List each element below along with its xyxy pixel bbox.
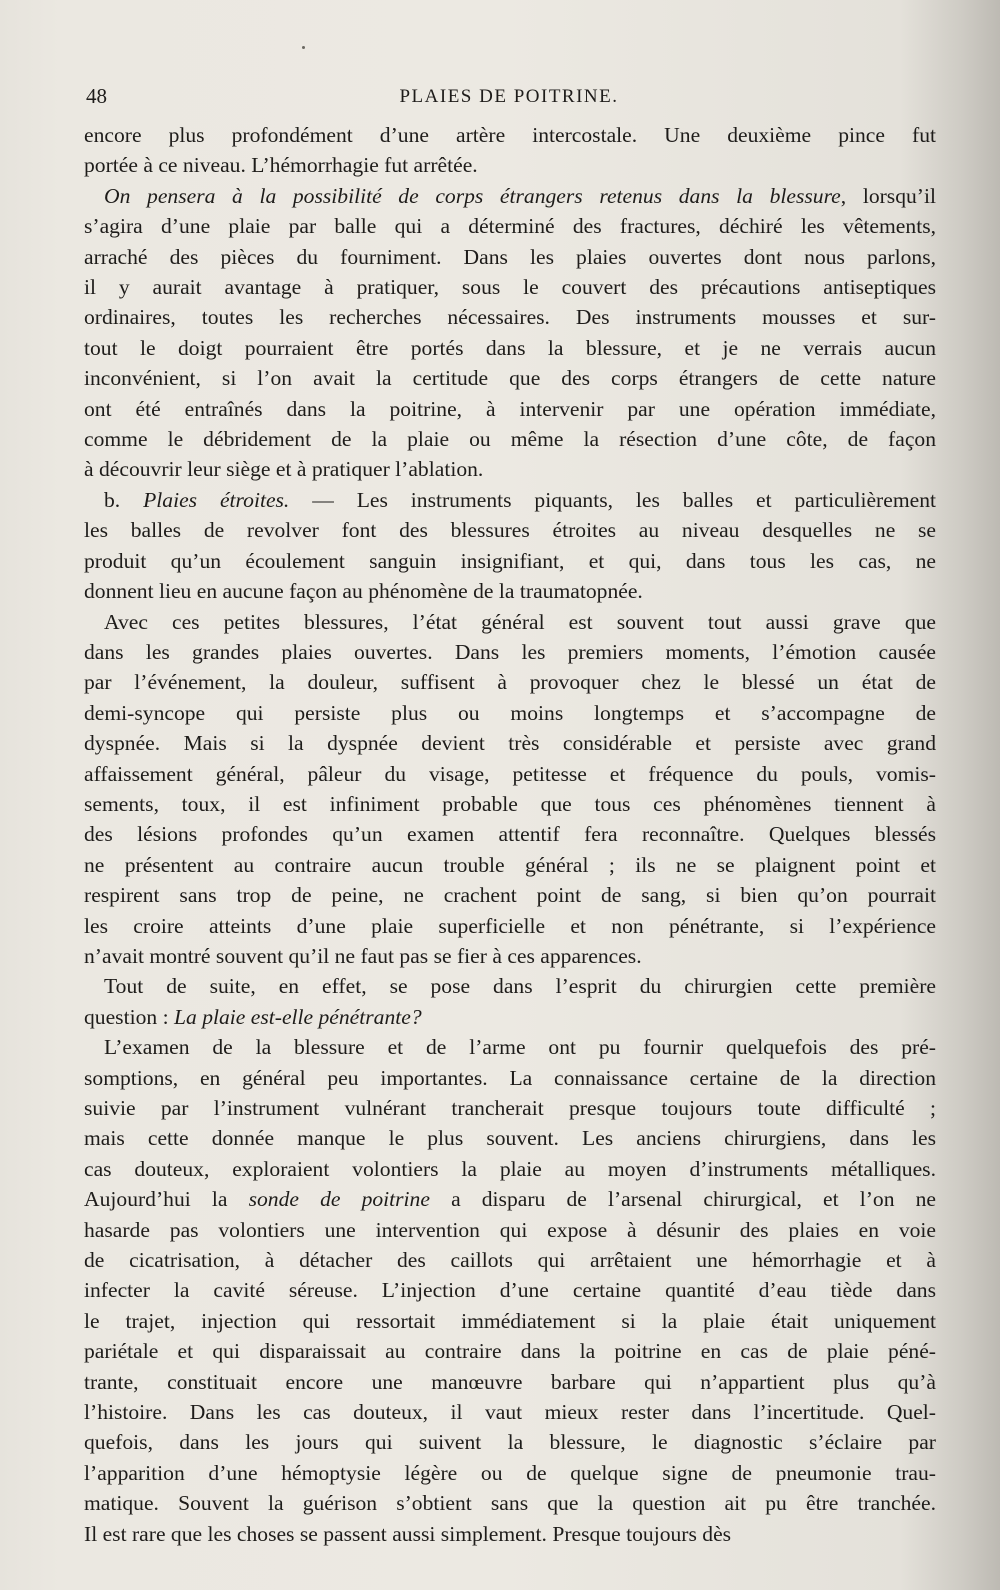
text-line: l’apparition d’une hémoptysie légère ou de quelque signe de pneumonie trau-	[84, 1460, 936, 1485]
text-line: affaissement général, pâleur du visage, petitesse et fréquence du pouls, vomis-	[84, 761, 936, 786]
text-line: pariétale et qui disparaissait au contraire dans la poitrine en cas de plaie péné-	[84, 1339, 936, 1364]
text-line: dyspnée. Mais si la dyspnée devient très considérable et persiste avec grand	[84, 731, 936, 756]
text-line: trante, constituait encore une manœuvre barbare qui n’appartient plus qu’à	[84, 1369, 936, 1394]
text-line: produit qu’un écoulement sanguin insignifiant, et qui, dans tous les cas, ne	[84, 548, 936, 573]
text-line: il y aurait avantage à pratiquer, sous le couvert des précautions antiseptiques	[84, 275, 936, 300]
text-line: encore plus profondément d’une artère intercostale. Une deuxième pince fut	[84, 123, 936, 147]
text-line: L’examen de la blessure et de l’arme ont pu fournir quelquefois des pré-	[104, 1035, 936, 1060]
text-line: somptions, en général peu importantes. La connaissance certaine de la direction	[84, 1065, 936, 1090]
text-line: Tout de suite, en effet, se pose dans l’esprit du chirurgien cette première	[104, 974, 936, 999]
page-number: 48	[86, 84, 107, 108]
text-line: mais cette donnée manque le plus souvent. Les anciens chirurgiens, dans les	[84, 1126, 936, 1151]
line-rest: — Les instruments piquants, les balles et particulièrement	[289, 487, 936, 512]
line-rest: a disparu de l’arsenal chirurgical, et l’on ne	[429, 1187, 937, 1212]
text-line: ordinaires, toutes les recherches nécessaires. Des instruments mousses et sur-	[84, 305, 936, 330]
text-line: les balles de revolver font des blessures étroites au niveau desquelles ne se	[84, 518, 936, 543]
line-lead: question :	[84, 1004, 174, 1029]
line-lead: b.	[104, 487, 144, 512]
text-line: de cicatrisation, à détacher des caillots qui arrêtaient une hémorrhagie et à	[84, 1248, 936, 1273]
line-rest: , lorsqu’il	[840, 183, 936, 208]
italic-phrase: Plaies étroites.	[143, 487, 290, 512]
text-line: n’avait montré souvent qu’il ne faut pas se fier à ces apparences.	[84, 943, 642, 968]
text-line: donnent lieu en aucune façon au phénomène de la traumatopnée.	[84, 579, 643, 604]
text-line: le trajet, injection qui ressortait immédiatement si la plaie était uniquement	[84, 1308, 936, 1333]
text-line: hasarde pas volontiers une intervention qui expose à désunir des plaies en voie	[84, 1217, 936, 1242]
text-line: s’agira d’une plaie par balle qui a déterminé des fractures, déchiré les vêtements,	[84, 214, 936, 239]
text-line: matique. Souvent la guérison s’obtient sans que la question ait pu être tranchée.	[84, 1491, 936, 1516]
text-line	[84, 1002, 936, 1032]
italic-phrase: On pensera à la possibilité de corps étrangers retenus dans la blessure	[104, 183, 841, 208]
text-line: tout le doigt pourraient être portés dans la blessure, et je ne verrais aucun	[84, 335, 936, 360]
text-line: Avec ces petites blessures, l’état général est souvent tout aussi grave que	[104, 609, 936, 634]
italic-phrase: La plaie est-elle pénétrante?	[173, 1004, 422, 1029]
line-lead: Aujourd’hui la	[84, 1187, 249, 1212]
italic-phrase: sonde de poitrine	[248, 1187, 430, 1212]
text-line: portée à ce niveau. L’hémorrhagie fut arrêtée.	[84, 153, 478, 178]
text-line: cas douteux, exploraient volontiers la plaie au moyen d’instruments métalliques.	[84, 1156, 936, 1181]
text-line: infecter la cavité séreuse. L’injection d’une certaine quantité d’eau tiède dans	[84, 1278, 936, 1303]
text-line: respirent sans trop de peine, ne crachent point de sang, si bien qu’on pourrait	[84, 883, 936, 908]
running-title: PLAIES DE POITRINE.	[399, 86, 619, 107]
text-line: demi-syncope qui persiste plus ou moins longtemps et s’accompagne de	[84, 700, 936, 725]
text-line: dans les grandes plaies ouvertes. Dans les premiers moments, l’émotion causée	[84, 639, 936, 664]
text-line	[84, 485, 936, 515]
text-line: ne présentent au contraire aucun trouble général ; ils ne se plaignent point et	[84, 852, 936, 877]
page-header	[86, 84, 932, 114]
text-line: des lésions profondes qu’un examen attentif fera reconnaître. Quelques blessés	[84, 822, 936, 847]
text-line	[84, 181, 936, 211]
text-line: comme le débridement de la plaie ou même la résection d’une côte, de façon	[84, 427, 936, 452]
text-line: ont été entraînés dans la poitrine, à intervenir par une opération immédiate,	[84, 396, 936, 421]
text-line: suivie par l’instrument vulnérant trancherait presque toujours toute difficulté ;	[84, 1096, 936, 1120]
body-text	[84, 120, 936, 1549]
text-line: quefois, dans les jours qui suivent la blessure, le diagnostic s’éclaire par	[84, 1430, 936, 1455]
text-line: à découvrir leur siège et à pratiquer l’ablation.	[84, 457, 484, 482]
text-line	[84, 1184, 936, 1214]
text-line: par l’événement, la douleur, suffisent à provoquer chez le blessé un état de	[84, 670, 936, 695]
ink-speck	[302, 46, 305, 49]
text-line: inconvénient, si l’on avait la certitude que des corps étrangers de cette nature	[84, 366, 936, 391]
text-line: les croire atteints d’une plaie superficielle et non pénétrante, si l’expérience	[84, 913, 936, 938]
text-line: sements, toux, il est infiniment probable que tous ces phénomènes tiennent à	[84, 791, 936, 816]
text-line: Il est rare que les choses se passent aussi simplement. Presque toujours dès	[84, 1521, 732, 1546]
text-line: l’histoire. Dans les cas douteux, il vaut mieux rester dans l’incertitude. Quel-	[84, 1400, 936, 1425]
text-line: arraché des pièces du fourniment. Dans les plaies ouvertes dont nous parlons,	[84, 244, 936, 269]
